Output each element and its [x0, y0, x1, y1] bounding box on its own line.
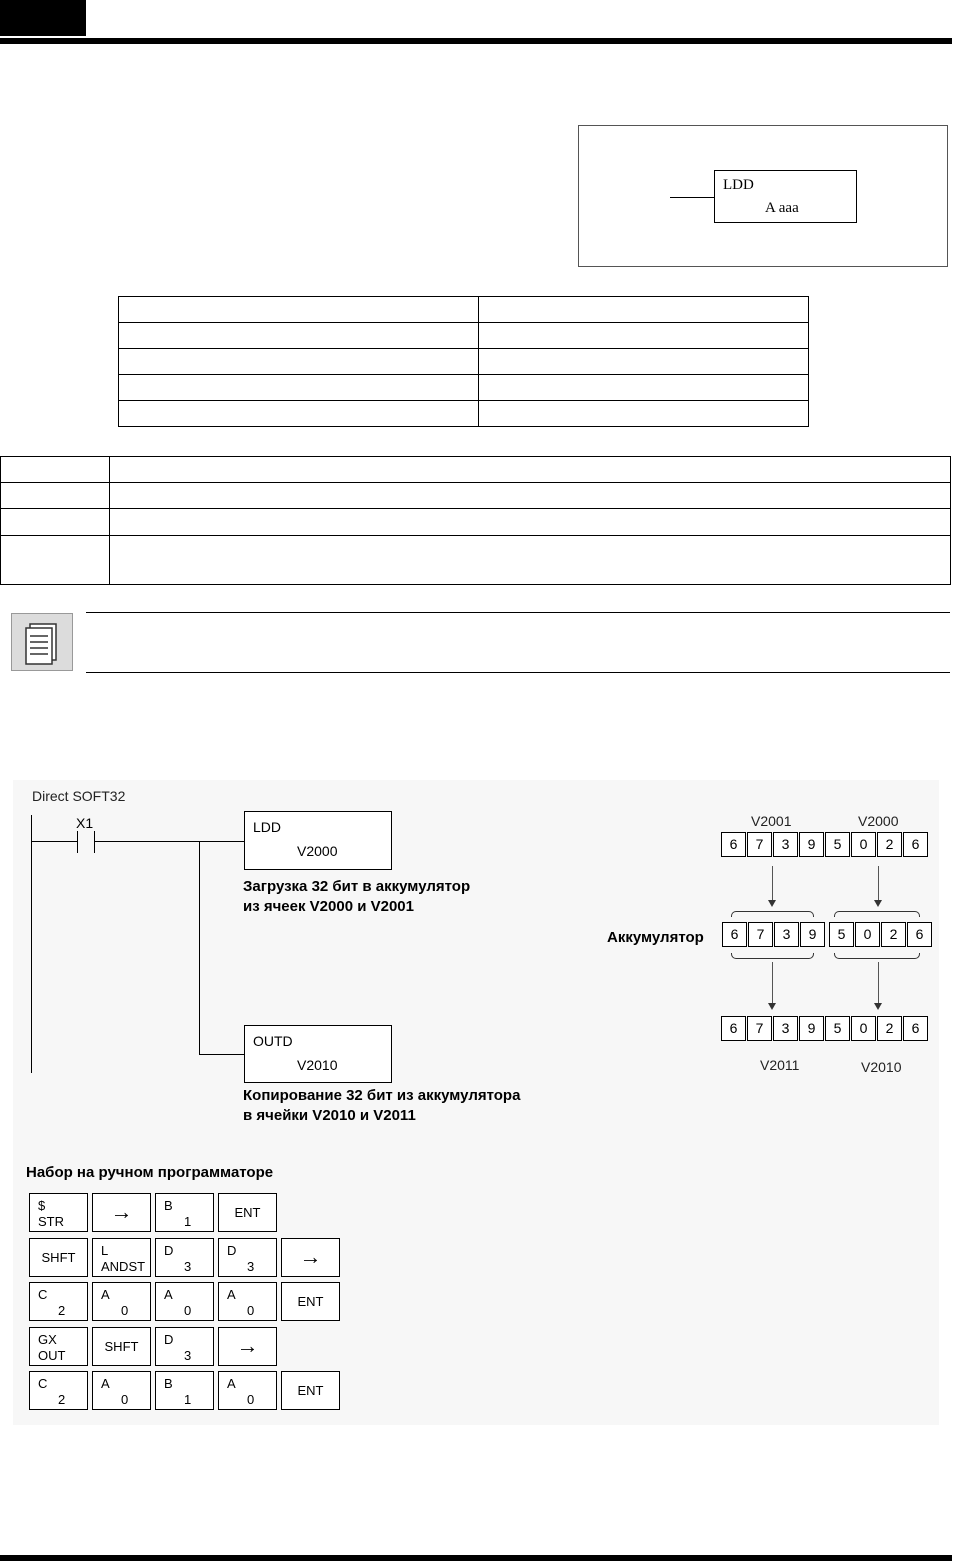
register-digit-cell: 9 [799, 1016, 824, 1041]
key-ent[interactable] [281, 1282, 340, 1321]
register-digit-cell: 0 [851, 1016, 876, 1041]
key-out[interactable] [29, 1327, 88, 1366]
rung-wire [31, 841, 77, 842]
key-arrow-right[interactable] [92, 1193, 151, 1232]
symbol-wire [670, 197, 715, 198]
register-digit-cell: 6 [903, 832, 928, 857]
footer-rule [0, 1555, 952, 1561]
key-shift-label: L [101, 1243, 109, 1258]
ldd-comment-line1: Загрузка 32 бит в аккумулятор [243, 878, 471, 895]
register-digit-cell: 0 [851, 832, 876, 857]
key-str[interactable] [29, 1193, 88, 1232]
arrow-down-icon [874, 1003, 882, 1010]
key-main-label: 3 [184, 1259, 192, 1274]
note-icon [11, 613, 73, 671]
rung-wire [94, 841, 244, 842]
key-3[interactable] [155, 1327, 214, 1366]
table-row [119, 349, 809, 375]
outd-operand: V2010 [297, 1057, 338, 1073]
key-2[interactable] [29, 1282, 88, 1321]
key-shift-label: D [164, 1332, 174, 1347]
arrow-right-icon: → [110, 1199, 133, 1224]
key-label: SHFT [41, 1250, 76, 1265]
key-shift-label: A [101, 1287, 110, 1302]
key-main-label: STR [38, 1214, 64, 1229]
brace-icon [834, 911, 920, 917]
key-0[interactable] [218, 1371, 277, 1410]
key-3[interactable] [218, 1238, 277, 1277]
arrow-line [878, 866, 879, 901]
key-label: ENT [297, 1383, 324, 1398]
arrow-right-icon: → [299, 1244, 322, 1269]
power-rail [31, 815, 32, 1073]
note-rule-bottom [86, 672, 950, 673]
table-row [119, 401, 809, 427]
register-digit-cell: 5 [825, 832, 850, 857]
header-tab [0, 0, 86, 36]
key-ent[interactable] [218, 1193, 277, 1232]
register-digit-cell: 6 [903, 1016, 928, 1041]
register-digit-cell: 5 [825, 1016, 850, 1041]
key-shift-label: D [227, 1243, 237, 1258]
outd-mnemonic: OUTD [253, 1033, 293, 1049]
table-row [1, 509, 951, 536]
outd-comment [243, 1086, 520, 1126]
symbol-operand: A aaa [765, 200, 799, 216]
key-main-label: 2 [58, 1303, 66, 1318]
key-1[interactable] [155, 1371, 214, 1410]
key-shift-label: A [101, 1376, 110, 1391]
register-digit-cell: 9 [799, 832, 824, 857]
key-shift-label: A [227, 1287, 236, 1302]
key-main-label: 0 [121, 1392, 129, 1407]
contact-x1-right [94, 831, 95, 853]
table-row [119, 323, 809, 349]
key-main-label: 3 [184, 1348, 192, 1363]
key-ent[interactable] [281, 1371, 340, 1410]
key-shift-label: A [227, 1376, 236, 1391]
ldd-mnemonic: LDD [253, 819, 282, 835]
v2001-label: V2001 [751, 813, 792, 829]
register-digit-cell: 9 [800, 922, 825, 947]
key-3[interactable] [155, 1238, 214, 1277]
register-digit-cell: 6 [721, 832, 746, 857]
register-digit-cell: 0 [855, 922, 880, 947]
key-shift-label: C [38, 1376, 48, 1391]
register-digit-cell: 6 [722, 922, 747, 947]
register-digit-cell: 6 [907, 922, 932, 947]
outd-comment-line2: в ячейки V2010 и V2011 [243, 1107, 416, 1124]
key-main-label: 0 [121, 1303, 129, 1318]
register-digit-cell: 3 [774, 922, 799, 947]
register-digit-cell: 3 [773, 1016, 798, 1041]
keypad-title: Набор на ручном программаторе [26, 1164, 274, 1181]
symbol-mnemonic: LDD [723, 177, 754, 193]
table-row [1, 483, 951, 509]
brace-icon [731, 953, 814, 959]
key-main-label: 3 [247, 1259, 255, 1274]
table-row [1, 536, 951, 585]
key-main-label: OUT [38, 1348, 66, 1363]
key-0[interactable] [92, 1371, 151, 1410]
key-shift-label: D [164, 1243, 174, 1258]
brace-icon [731, 911, 814, 917]
v2010-label: V2010 [861, 1059, 902, 1075]
ldd-operand: V2000 [297, 843, 338, 859]
arrow-line [772, 866, 773, 901]
key-label: SHFT [104, 1339, 139, 1354]
key-main-label: 0 [184, 1303, 192, 1318]
key-main-label: 2 [58, 1392, 66, 1407]
ldd-comment [243, 877, 470, 917]
table-row [119, 297, 809, 323]
register-digit-cell: 5 [829, 922, 854, 947]
outd-comment-line1: Копирование 32 бит из аккумулятора [243, 1087, 521, 1104]
header-rule [0, 38, 952, 44]
contact-x1-left [77, 831, 78, 853]
key-main-label: 0 [247, 1303, 255, 1318]
key-shift-label: GX [38, 1332, 57, 1347]
rung-wire [199, 1054, 244, 1055]
symbol-instruction-box [714, 170, 857, 223]
note-rule-top [86, 612, 950, 613]
register-digit-cell: 6 [721, 1016, 746, 1041]
key-0[interactable] [92, 1282, 151, 1321]
key-shft[interactable] [92, 1327, 151, 1366]
accumulator-label: Аккумулятор [607, 929, 704, 946]
register-digit-cell: 7 [747, 1016, 772, 1041]
contact-label: X1 [76, 815, 94, 831]
ldd-instruction-box [244, 811, 392, 870]
flags-table [0, 456, 951, 585]
register-digit-cell: 2 [877, 1016, 902, 1041]
key-label: ENT [297, 1294, 324, 1309]
key-main-label: 1 [184, 1392, 192, 1407]
key-arrow-right[interactable] [218, 1327, 277, 1366]
v2000-label: V2000 [858, 813, 899, 829]
brace-icon [834, 953, 920, 959]
register-digit-cell: 7 [747, 832, 772, 857]
arrow-down-icon [768, 900, 776, 907]
key-shift-label: $ [38, 1198, 46, 1213]
key-shift-label: A [164, 1287, 173, 1302]
table-row [119, 375, 809, 401]
key-0[interactable] [155, 1282, 214, 1321]
key-label: ENT [234, 1205, 261, 1220]
arrow-down-icon [874, 900, 882, 907]
register-digit-cell: 2 [881, 922, 906, 947]
key-arrow-right[interactable] [281, 1238, 340, 1277]
key-main-label: ANDST [101, 1259, 146, 1274]
key-shift-label: C [38, 1287, 48, 1302]
arrow-down-icon [768, 1003, 776, 1010]
branch-wire [199, 841, 200, 1055]
key-shft[interactable] [29, 1238, 88, 1277]
operand-table [118, 296, 809, 427]
table-row [1, 457, 951, 483]
arrow-line [878, 962, 879, 1004]
software-title: Direct SOFT32 [32, 788, 126, 804]
key-main-label: 1 [184, 1214, 192, 1229]
outd-instruction-box [244, 1025, 392, 1083]
key-shift-label: B [164, 1198, 173, 1213]
key-andst[interactable] [92, 1238, 151, 1277]
register-digit-cell: 3 [773, 832, 798, 857]
key-main-label: 0 [247, 1392, 255, 1407]
key-0[interactable] [218, 1282, 277, 1321]
arrow-right-icon: → [236, 1333, 259, 1358]
v2011-label: V2011 [760, 1057, 800, 1073]
register-digit-cell: 2 [877, 832, 902, 857]
register-digit-cell: 7 [748, 922, 773, 947]
key-2[interactable] [29, 1371, 88, 1410]
key-1[interactable] [155, 1193, 214, 1232]
key-shift-label: B [164, 1376, 173, 1391]
ldd-comment-line2: из ячеек V2000 и V2001 [243, 898, 414, 915]
arrow-line [772, 962, 773, 1004]
